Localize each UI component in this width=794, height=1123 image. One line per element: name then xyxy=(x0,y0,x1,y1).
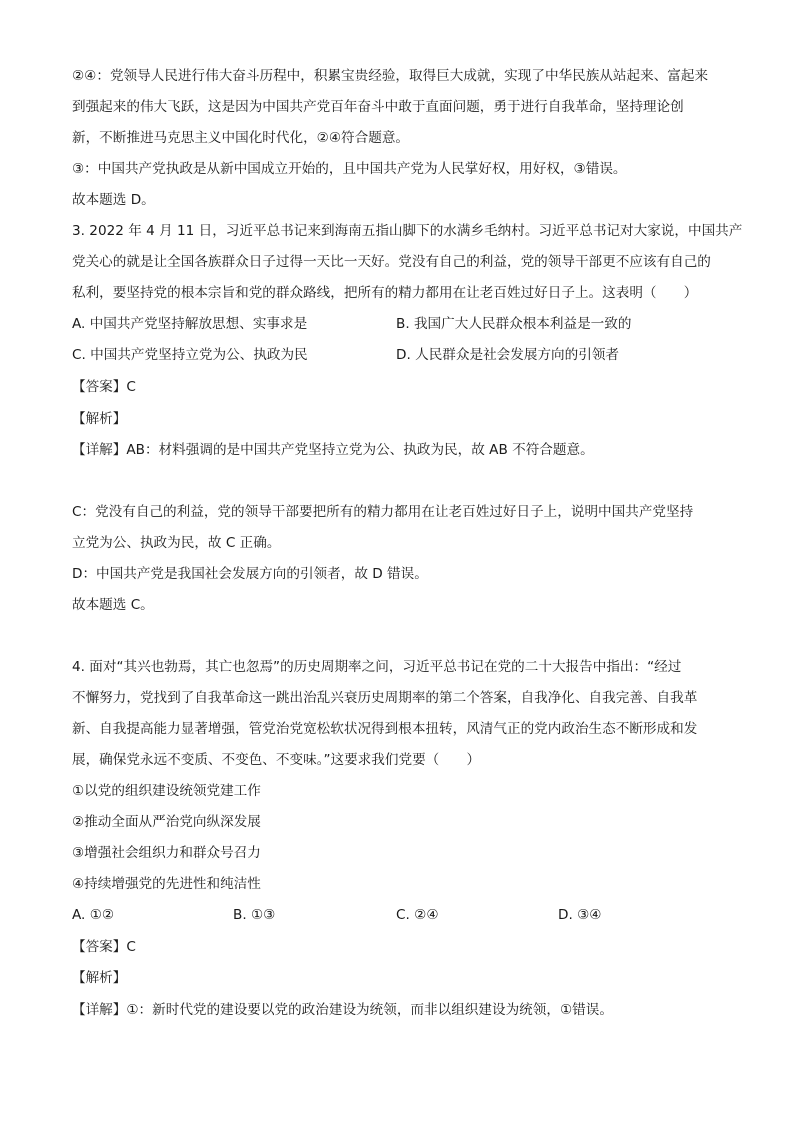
q3-stem-line-3: 私利，要坚持党的根本宗旨和党的群众路线，把所有的精力都用在让老百姓过好日子上。这表明（ ） xyxy=(72,285,698,301)
q3-detail-ab: 【详解】AB：材料强调的是中国共产党坚持立党为公、执政为民，故 AB 不符合题意。 xyxy=(72,442,594,458)
q3-option-b: B. 我国广大人民群众根本利益是一致的 xyxy=(396,316,632,332)
q4-stem-line-1: 4. 面对“其兴也勃焉，其亡也忽焉”的历史周期率之问，习近平总书记在党的二十大报告中指出：“经过 xyxy=(72,659,682,675)
q4-detail-1: 【详解】①：新时代党的建设要以党的政治建设为统领，而非以组织建设为统领，①错误。 xyxy=(72,1002,613,1018)
q4-stem-line-4: 展，确保党永远不变质、不变色、不变味。”这要求我们党要（ ） xyxy=(72,752,481,768)
q4-statement-1: ①以党的组织建设统领党建工作 xyxy=(72,783,261,799)
q4-option-d: D. ③④ xyxy=(558,907,602,923)
q3-option-a: A. 中国共产党坚持解放思想、实事求是 xyxy=(72,316,308,332)
q2-text-line-3: 新，不断推进马克思主义中国化时代化，②④符合题意。 xyxy=(72,130,410,146)
q2-text-line-2: 到强起来的伟大飞跃，这是因为中国共产党百年奋斗中敢于直面问题，勇于进行自我革命，坚持理论创 xyxy=(72,99,684,115)
q3-detail-d: D：中国共产党是我国社会发展方向的引领者，故 D 错误。 xyxy=(72,566,428,582)
q3-detail-c-line-1: C：党没有自己的利益，党的领导干部要把所有的精力都用在让老百姓过好日子上，说明中国共产党坚持 xyxy=(72,504,694,520)
q3-option-d: D. 人民群众是社会发展方向的引领者 xyxy=(396,347,620,363)
q4-answer: 【答案】C xyxy=(72,939,136,955)
q2-text-line-1: ②④：党领导人民进行伟大奋斗历程中，积累宝贵经验，取得巨大成就，实现了中华民族从站起来、富起来 xyxy=(72,68,709,84)
q4-option-c: C. ②④ xyxy=(396,907,439,923)
q4-statement-2: ②推动全面从严治党向纵深发展 xyxy=(72,814,261,830)
q4-statement-3: ③增强社会组织力和群众号召力 xyxy=(72,845,261,861)
q4-option-b: B. ①③ xyxy=(233,907,276,923)
q4-analysis-label: 【解析】 xyxy=(72,970,127,986)
q2-conclusion: 故本题选 D。 xyxy=(72,192,155,208)
q4-stem-line-3: 新、自我提高能力显著增强，管党治党宽松软状况得到根本扭转，风清气正的党内政治生态不断形成和发 xyxy=(72,721,698,737)
q3-answer: 【答案】C xyxy=(72,379,136,395)
q3-conclusion: 故本题选 C。 xyxy=(72,597,154,613)
q4-option-a: A. ①② xyxy=(72,907,115,923)
q4-stem-line-2: 不懈努力，党找到了自我革命这一跳出治乱兴衰历史周期率的第二个答案，自我净化、自我完善、自我革 xyxy=(72,690,698,706)
q3-analysis-label: 【解析】 xyxy=(72,411,127,427)
q4-statement-4: ④持续增强党的先进性和纯洁性 xyxy=(72,876,261,892)
q3-stem-line-2: 党关心的就是让全国各族群众日子过得一天比一天好。党没有自己的利益，党的领导干部更不应该有自己的 xyxy=(72,254,711,270)
q3-stem-line-1: 3. 2022 年 4 月 11 日，习近平总书记来到海南五指山脚下的水满乡毛纳村。习近平总书记对大家说，中国共产 xyxy=(72,223,743,239)
q3-option-c: C. 中国共产党坚持立党为公、执政为民 xyxy=(72,347,308,363)
q2-text-line-4: ③：中国共产党执政是从新中国成立开始的，且中国共产党为人民掌好权，用好权，③错误。 xyxy=(72,161,627,177)
q3-detail-c-line-2: 立党为公、执政为民，故 C 正确。 xyxy=(72,535,281,551)
